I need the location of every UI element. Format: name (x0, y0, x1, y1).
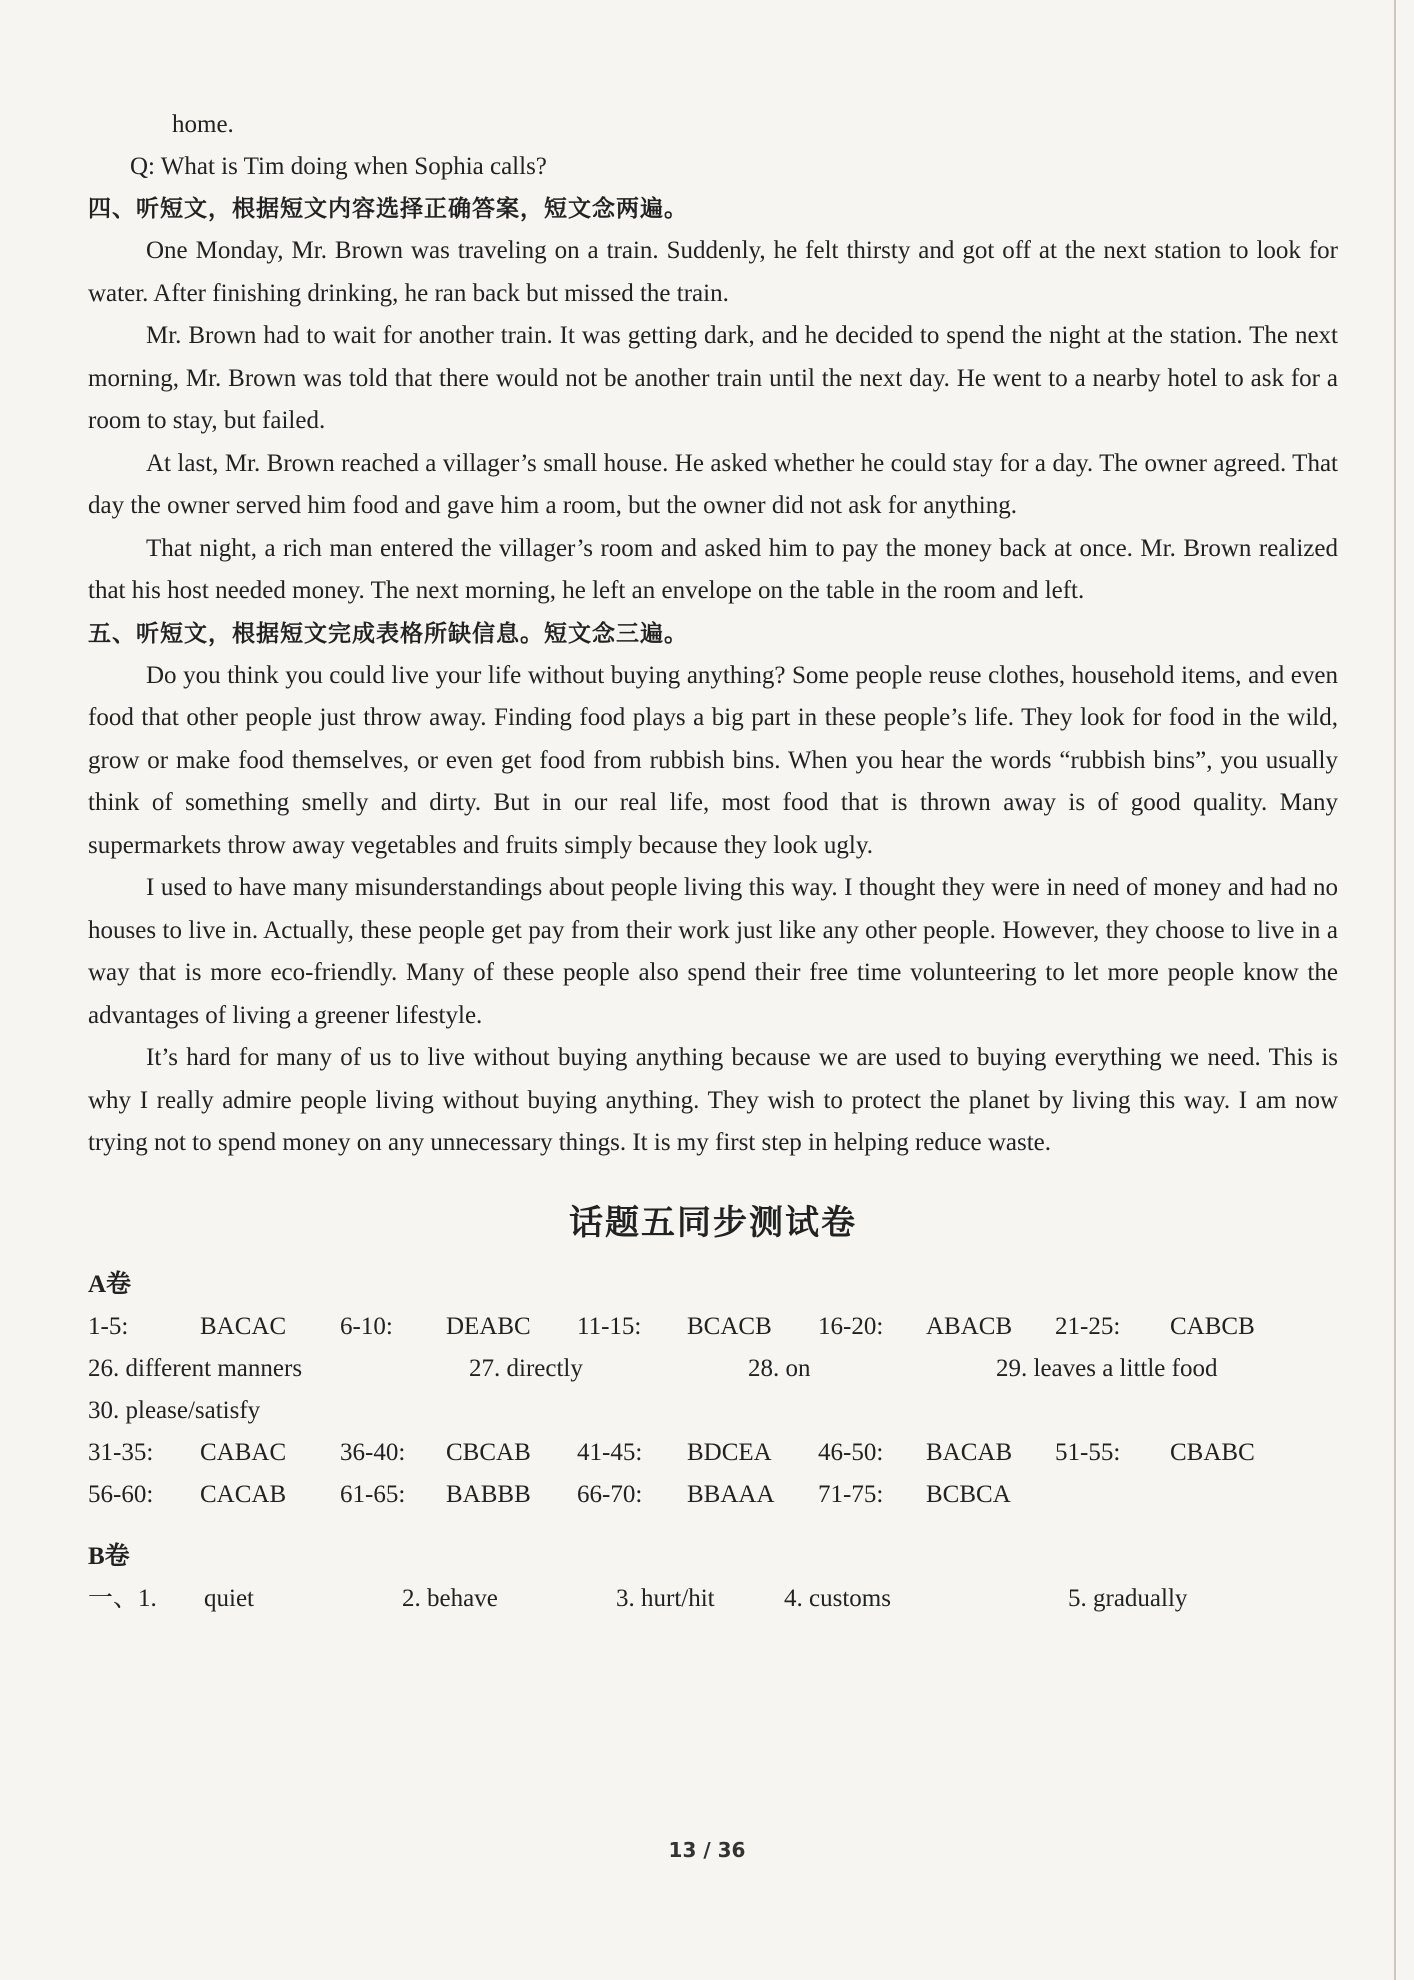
question-line: Q: What is Tim doing when Sophia calls? (130, 153, 547, 180)
paragraph: Do you think you could live your life without buying anything? Some people reuse clothes, household items, and even food that other people just throw away. Finding food plays a big part in these people’s life. They look for food in the wild, grow or make food themselves, or even get food from rubbish bins. When you hear the words “rubbish bins”, you usually think of something smelly and dirty. But in our real life, most food that is thrown away is of good quality. Many supermarkets throw away vegetables and fruits simply because they look ugly. (88, 661, 1338, 859)
answer-value: BBAAA (687, 1480, 775, 1508)
answer-value: DEABC (446, 1312, 531, 1340)
answer-range: 31-35: (88, 1438, 154, 1466)
paragraph: That night, a rich man entered the villager’s room and asked him to pay the money back at once. Mr. Brown realized that his host needed money. The next morning, he left an envelope on the table in the room and left. (88, 534, 1338, 604)
answer-value: quiet (204, 1584, 254, 1612)
answer-row (88, 1474, 1338, 1516)
paragraph: At last, Mr. Brown reached a villager’s small house. He asked whether he could stay for a day. The owner agreed. That day the owner served him food and gave him a room, but the owner did not ask for anything. (88, 449, 1338, 519)
section-heading-5: 五、听短文，根据短文完成表格所缺信息。短文念三遍。 (88, 620, 688, 647)
paragraph: I used to have many misunderstandings about people living this way. I thought they were in need of money and had no houses to live in. Actually, these people get pay from their work just like any other people. However, they choose to live in a way that is more eco-friendly. Many of these people also spend their free time volunteering to let more people know the advantages of living a greener lifestyle. (88, 874, 1338, 1029)
answer-item: 29. leaves a little food (996, 1354, 1218, 1382)
answer-row (88, 1348, 1338, 1390)
answer-value: BACAC (200, 1312, 287, 1340)
answer-item: 30. please/satisfy (88, 1396, 261, 1424)
answer-value: CBCAB (446, 1438, 531, 1466)
answer-value: BACAB (926, 1438, 1013, 1466)
answer-prefix: 一、1. (88, 1584, 157, 1612)
text-line: home. (172, 111, 234, 138)
answer-item: 27. directly (469, 1354, 583, 1382)
test-title: 话题五同步测试卷 (569, 1202, 857, 1243)
answer-range: 61-65: (340, 1480, 406, 1508)
answer-range: 1-5: (88, 1312, 129, 1340)
page-number: 13 / 36 (668, 1838, 746, 1862)
answer-value: CABCB (1170, 1312, 1255, 1340)
answer-value: 3. hurt/hit (616, 1584, 715, 1612)
answer-range: 56-60: (88, 1480, 154, 1508)
paragraph: One Monday, Mr. Brown was traveling on a train. Suddenly, he felt thirsty and got off at the next station to look for water. After finishing drinking, he ran back but missed the train. (88, 237, 1338, 307)
answer-row (88, 1578, 1338, 1620)
paragraph: It’s hard for many of us to live without buying anything because we are used to buying everything we need. This is why I really admire people living without buying anything. They wish to protect the planet by living this way. I am now trying not to spend money on any unnecessary things. It is my first step in helping reduce waste. (88, 1044, 1338, 1156)
answer-value: CABAC (200, 1438, 287, 1466)
answer-range: 46-50: (818, 1438, 884, 1466)
section-heading-4: 四、听短文，根据短文内容选择正确答案，短文念两遍。 (88, 196, 688, 222)
answer-value: 4. customs (784, 1584, 891, 1612)
answer-range: 51-55: (1055, 1438, 1121, 1466)
answer-item: 26. different manners (88, 1354, 303, 1382)
answer-value: BCBCA (926, 1480, 1011, 1508)
answer-range: 41-45: (577, 1438, 643, 1466)
paragraph: Mr. Brown had to wait for another train. It was getting dark, and he decided to spend the night at the station. The next morning, Mr. Brown was told that there would not be another train until the next day. He went to a nearby hotel to ask for a room to stay, but failed. (88, 322, 1338, 434)
volume-b-label: B卷 (88, 1542, 130, 1570)
answer-range: 6-10: (340, 1312, 393, 1340)
answer-row (88, 1432, 1338, 1474)
answer-item: 28. on (748, 1354, 811, 1382)
answer-value: 5. gradually (1068, 1584, 1188, 1612)
answer-range: 16-20: (818, 1312, 884, 1340)
answer-value: ABACB (926, 1312, 1013, 1340)
answer-row (88, 1390, 1338, 1432)
answer-value: BDCEA (687, 1438, 772, 1466)
volume-a-label: A卷 (88, 1270, 132, 1298)
answer-value: 2. behave (402, 1584, 498, 1612)
answer-value: CBABC (1170, 1438, 1255, 1466)
answer-range: 66-70: (577, 1480, 643, 1508)
answer-range: 11-15: (577, 1312, 642, 1340)
answer-range: 36-40: (340, 1438, 406, 1466)
answer-value: BABBB (446, 1480, 531, 1508)
answer-range: 71-75: (818, 1480, 884, 1508)
page-edge (1394, 0, 1396, 1980)
answer-range: 21-25: (1055, 1312, 1121, 1340)
answer-value: CACAB (200, 1480, 287, 1508)
answer-row (88, 1306, 1338, 1348)
content (88, 104, 1338, 1620)
answer-value: BCACB (687, 1312, 772, 1340)
